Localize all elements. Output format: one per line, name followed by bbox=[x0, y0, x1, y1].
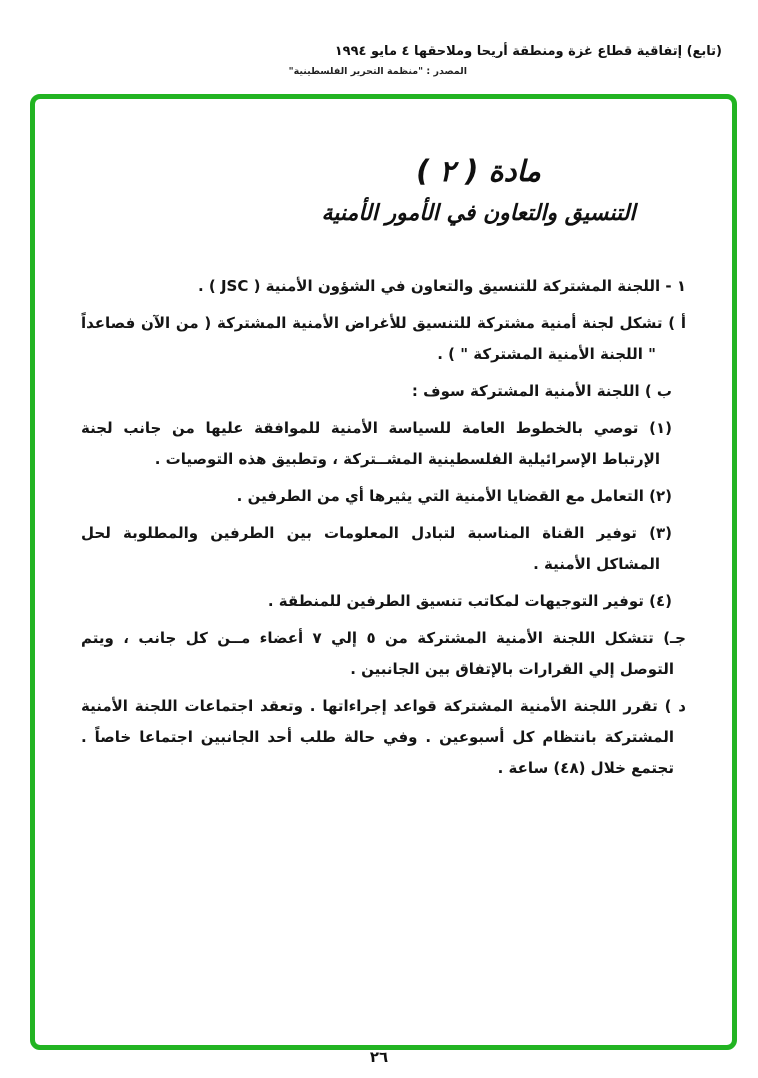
article-subtitle: التنسيق والتعاون في الأمور الأمنية bbox=[321, 201, 636, 226]
paragraph-item-jeem: جـ) تتشكل اللجنة الأمنية المشتركة من ٥ إلي ٧ أعضاء مــن كل جانب ، ويتم التوصل إلي القرارات بالإتفاق بين الجانبين . bbox=[81, 629, 686, 678]
paragraph-item-1: ١ - اللجنة المشتركة للتنسيق والتعاون في الشؤون الأمنية ( JSC ) . bbox=[197, 277, 686, 295]
paragraph-item-dal: د ) تقرر اللجنة الأمنية المشتركة قواعد إجراءاتها . وتعقد اجتماعات اللجنة الأمنية المشتركة بانتظام كل أسبوعين . وفي حالة طلب أحد الجانبين اجتماعا خاصاً . تجتمع خلال (٤٨) ساعة . bbox=[81, 697, 686, 777]
paragraph-subitem-3: (٣) توفير القناة المناسبة لتبادل المعلومات بين الطرفين والمطلوبة لحل المشاكل الأمنية . bbox=[81, 524, 672, 573]
paragraph-subitem-2: (٢) التعامل مع القضايا الأمنية التي يثيرها أي من الطرفين . bbox=[236, 487, 672, 505]
header-title-line: (تابع) إتفاقية قطاع غزة ومنطقة أريحا وملاحقها ٤ مايو ١٩٩٤ bbox=[334, 44, 722, 59]
article-content bbox=[35, 99, 732, 784]
paragraph-subitem-4: (٤) توفير التوجيهات لمكاتب تنسيق الطرفين للمنطقة . bbox=[267, 592, 672, 610]
article-title: مادة ( ٢ ) bbox=[416, 154, 541, 188]
page-number: ٢٦ bbox=[369, 1048, 389, 1066]
paragraph-subitem-1: (١) توصي بالخطوط العامة للسياسة الأمنية للموافقة عليها من جانب لجنة الإرتباط الإسرائيلية الفلسطينية المشــتركة ، وتطبيق هذه التوصيات . bbox=[81, 419, 672, 468]
header-source-line: المصدر : "منظمة التحرير الفلسطينية" bbox=[288, 66, 467, 77]
page-border-frame bbox=[30, 94, 737, 1050]
paragraph-item-b: ب ) اللجنة الأمنية المشتركة سوف : bbox=[411, 382, 672, 400]
document-header bbox=[36, 44, 722, 77]
paragraph-item-a: أ ) تشكل لجنة أمنية مشتركة للتنسيق للأغراض الأمنية المشتركة ( من الآن فصاعداً " اللجنة الأمنية المشتركة " ) . bbox=[81, 314, 686, 363]
article-body bbox=[81, 271, 686, 784]
